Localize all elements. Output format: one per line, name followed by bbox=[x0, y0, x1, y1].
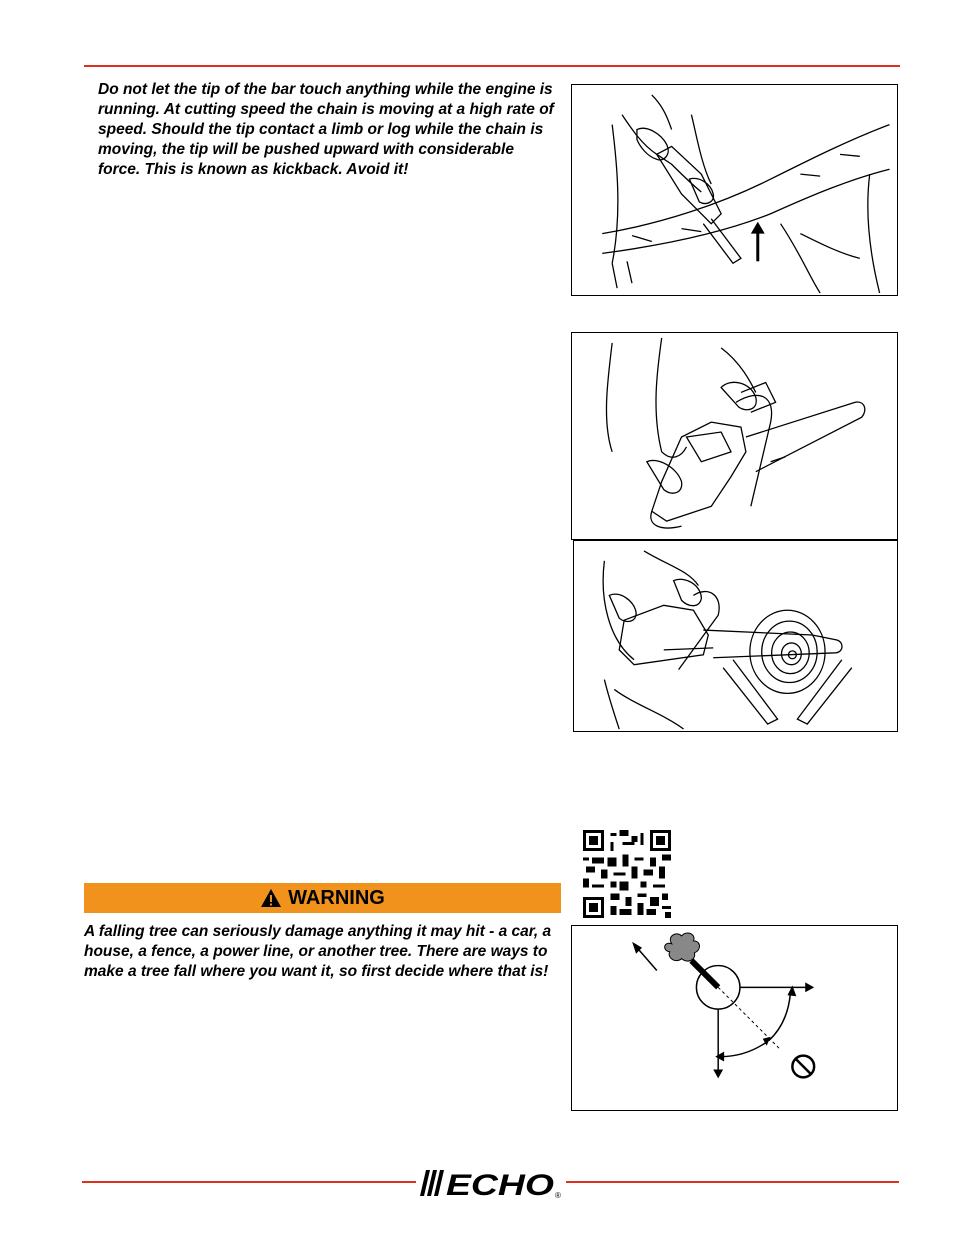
header-rule bbox=[84, 65, 900, 67]
felling-direction-diagram bbox=[571, 925, 898, 1111]
echo-logo bbox=[418, 1166, 566, 1202]
logo-registered-mark: ® bbox=[555, 1191, 561, 1200]
footer-rule-right bbox=[566, 1181, 899, 1183]
warning-triangle-icon bbox=[260, 888, 282, 908]
cutting-log-illustration bbox=[573, 540, 898, 732]
logo-text: ECHO bbox=[446, 1169, 554, 1202]
warning-paragraph: A falling tree can seriously damage anything it may hit - a car, a house, a fence, a power line, or another tree. There are ways to make a tree fall where you want it, so first decide where that is! bbox=[84, 923, 552, 980]
cutting-log-drawing bbox=[574, 541, 897, 731]
kickback-drawing bbox=[572, 85, 897, 295]
starting-chainsaw-drawing bbox=[572, 333, 897, 539]
warning-banner bbox=[84, 883, 561, 913]
kickback-paragraph: Do not let the tip of the bar touch anything while the engine is running. At cutting speed the chain is moving at a high rate of speed. Should the tip contact a limb or log while the chain is moving, the tip will be pushed upward with considerable force. This is known as kickback. Avoid it! bbox=[98, 81, 554, 178]
starting-chainsaw-illustration bbox=[571, 332, 898, 540]
warning-label: WARNING bbox=[288, 886, 385, 909]
footer-rule-left bbox=[82, 1181, 416, 1183]
felling-direction-drawing bbox=[572, 926, 897, 1110]
qr-code[interactable] bbox=[583, 830, 671, 918]
kickback-illustration bbox=[571, 84, 898, 296]
